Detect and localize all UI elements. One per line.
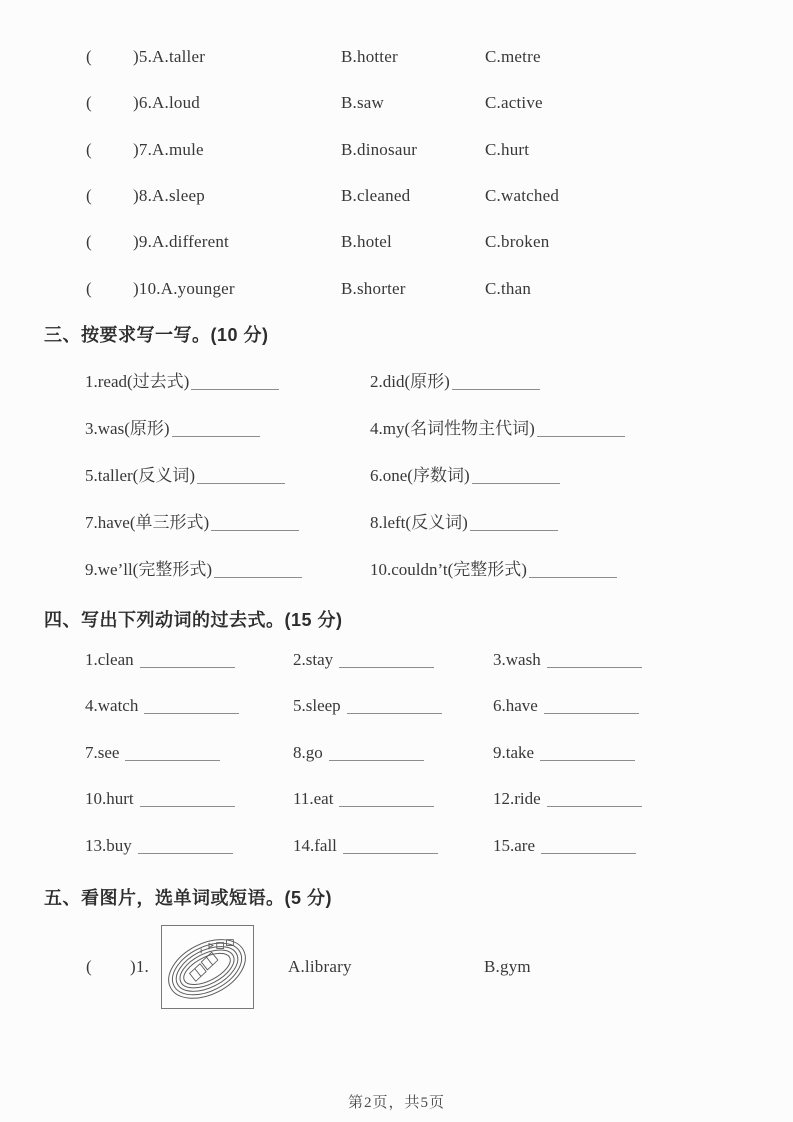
- section-title: 四、写出下列动词的过去式。(15 分): [44, 610, 343, 630]
- verb-item: 13.buy: [85, 835, 233, 856]
- option-a: )7.A.mule: [133, 140, 204, 159]
- answer-blank: [547, 791, 642, 807]
- option-c: C.hurt: [485, 140, 530, 159]
- fill-item: 2.did(原形): [370, 371, 540, 392]
- answer-blank: [144, 698, 239, 714]
- playground-track-image: [161, 925, 254, 1009]
- page-indicator: 第2页，共5页: [347, 1095, 445, 1111]
- answer-blank: [125, 745, 220, 761]
- fill-item: 10.couldn’t(完整形式): [370, 559, 617, 580]
- verb-item: 1.clean: [85, 649, 235, 670]
- verb-item: 6.have: [493, 695, 639, 716]
- fill-item: 3.was(原形): [85, 418, 260, 439]
- option-c: C.metre: [485, 47, 541, 66]
- option-a: )6.A.loud: [133, 93, 200, 112]
- section-title: 五、看图片，选单词或短语。(5 分): [44, 888, 332, 908]
- verb-item: 15.are: [493, 835, 636, 856]
- fill-item: 8.left(反义词): [370, 512, 558, 533]
- fill-item: 1.read(过去式): [85, 371, 279, 392]
- answer-blank: [343, 838, 438, 854]
- verb-item: 9.take: [493, 742, 635, 763]
- option-c: C.broken: [485, 232, 550, 251]
- option-c: C.watched: [485, 186, 560, 205]
- verb-item: 3.wash: [493, 649, 642, 670]
- answer-blank: [140, 791, 235, 807]
- answer-bracket-open: (: [86, 47, 92, 66]
- option-c: C.active: [485, 93, 543, 112]
- answer-blank: [537, 421, 625, 437]
- verb-item: 2.stay: [293, 649, 434, 670]
- answer-blank: [329, 745, 424, 761]
- answer-bracket-open: (: [86, 93, 92, 112]
- option-b: B.shorter: [341, 279, 406, 298]
- verb-item: 11.eat: [293, 788, 434, 809]
- fill-item: 9.we’ll(完整形式): [85, 559, 302, 580]
- answer-blank: [540, 745, 635, 761]
- option-a: )8.A.sleep: [133, 186, 205, 205]
- option-b: B.dinosaur: [341, 140, 418, 159]
- answer-blank: [544, 698, 639, 714]
- answer-blank: [214, 562, 302, 578]
- option-b: B.hotter: [341, 47, 398, 66]
- answer-blank: [138, 838, 233, 854]
- option-b: B.saw: [341, 93, 385, 112]
- verb-item: 10.hurt: [85, 788, 235, 809]
- answer-blank: [172, 421, 260, 437]
- answer-bracket-open: (: [86, 232, 92, 251]
- question-number: )1.: [130, 957, 150, 976]
- answer-blank: [197, 468, 285, 484]
- option-a: )5.A.taller: [133, 47, 206, 66]
- answer-bracket-open: (: [86, 140, 92, 159]
- answer-blank: [347, 698, 442, 714]
- verb-item: 4.watch: [85, 695, 239, 716]
- answer-blank: [470, 515, 558, 531]
- answer-bracket-open: (: [86, 279, 92, 298]
- answer-blank: [191, 374, 279, 390]
- fill-item: 6.one(序数词): [370, 465, 560, 486]
- fill-item: 5.taller(反义词): [85, 465, 285, 486]
- answer-bracket-open: (: [86, 957, 92, 976]
- option-c: C.than: [485, 279, 532, 298]
- answer-blank: [541, 838, 636, 854]
- answer-blank: [472, 468, 560, 484]
- fill-item: 7.have(单三形式): [85, 512, 299, 533]
- answer-blank: [211, 515, 299, 531]
- fill-item: 4.my(名词性物主代词): [370, 418, 625, 439]
- answer-blank: [547, 652, 642, 668]
- option-a: )10.A.younger: [133, 279, 235, 298]
- answer-blank: [452, 374, 540, 390]
- answer-blank: [529, 562, 617, 578]
- option-a: )9.A.different: [133, 232, 229, 251]
- verb-item: 8.go: [293, 742, 424, 763]
- option-a: A.library: [288, 957, 352, 976]
- verb-item: 5.sleep: [293, 695, 442, 716]
- answer-bracket-open: (: [86, 186, 92, 205]
- verb-item: 7.see: [85, 742, 220, 763]
- option-b: B.hotel: [341, 232, 392, 251]
- verb-item: 14.fall: [293, 835, 438, 856]
- answer-blank: [140, 652, 235, 668]
- option-b: B.cleaned: [341, 186, 411, 205]
- answer-blank: [339, 791, 434, 807]
- option-b: B.gym: [484, 957, 531, 976]
- answer-blank: [339, 652, 434, 668]
- verb-item: 12.ride: [493, 788, 642, 809]
- section-title: 三、按要求写一写。(10 分): [44, 325, 269, 345]
